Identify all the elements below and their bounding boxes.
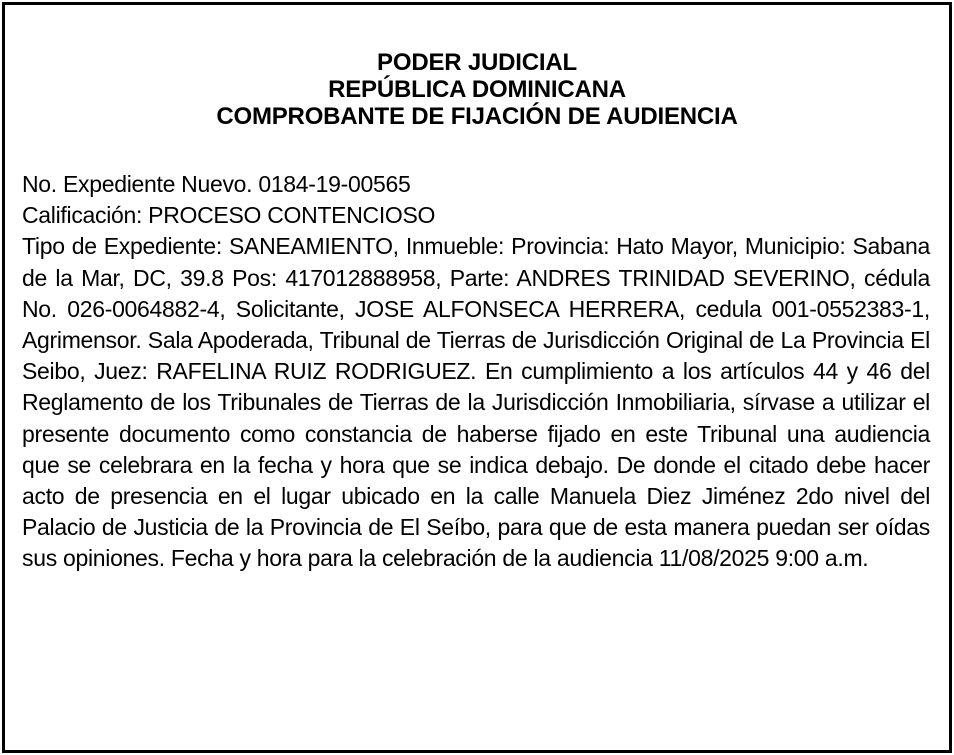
notice-body	[22, 169, 930, 575]
header-line-title: COMPROBANTE DE FIJACIÓN DE AUDIENCIA	[216, 103, 738, 130]
header-line-republic: REPÚBLICA DOMINICANA	[328, 76, 626, 103]
notice-header	[5, 49, 949, 130]
header-line-judicial: PODER JUDICIAL	[377, 49, 577, 76]
notice-frame	[2, 2, 952, 753]
calificacion: Calificación: PROCESO CONTENCIOSO	[22, 202, 436, 229]
notice-paragraph: Tipo de Expediente: SANEAMIENTO, Inmueble: Provincia: Hato Mayor, Municipio: Sabana de la Mar, DC, 39.8 Pos: 417012888958, Parte: ANDRES TRINIDAD SEVERINO, cédula No. 026-0064882-4, Solicitante, JOSE ALFONSECA HERRERA, cedula 001-0552383-1, Agrimensor. Sala Apoderada, Tribunal de Tierras de Jurisdicción Original de La Provincia El Seibo, Juez: RAFELINA RUIZ RODRIGUEZ. En cumplimiento a los artículos 44 y 46 del Reglamento de los Tribunales de Tierras de la Jurisdicción Inmobiliaria, sírvase a utilizar el presente documento como constancia de haberse fijado en este Tribunal una audiencia que se celebrara en la fecha y hora que se indica debajo. De donde el citado debe hacer acto de presencia en el lugar ubicado en la calle Manuela Diez Jiménez 2do nivel del Palacio de Justicia de la Provincia de El Seíbo, para que de esta manera puedan ser oídas sus opiniones. Fecha y hora para la celebración de la audiencia 11/08/2025 9:00 a.m.	[22, 233, 930, 572]
expediente-number: No. Expediente Nuevo. 0184-19-00565	[22, 171, 411, 197]
